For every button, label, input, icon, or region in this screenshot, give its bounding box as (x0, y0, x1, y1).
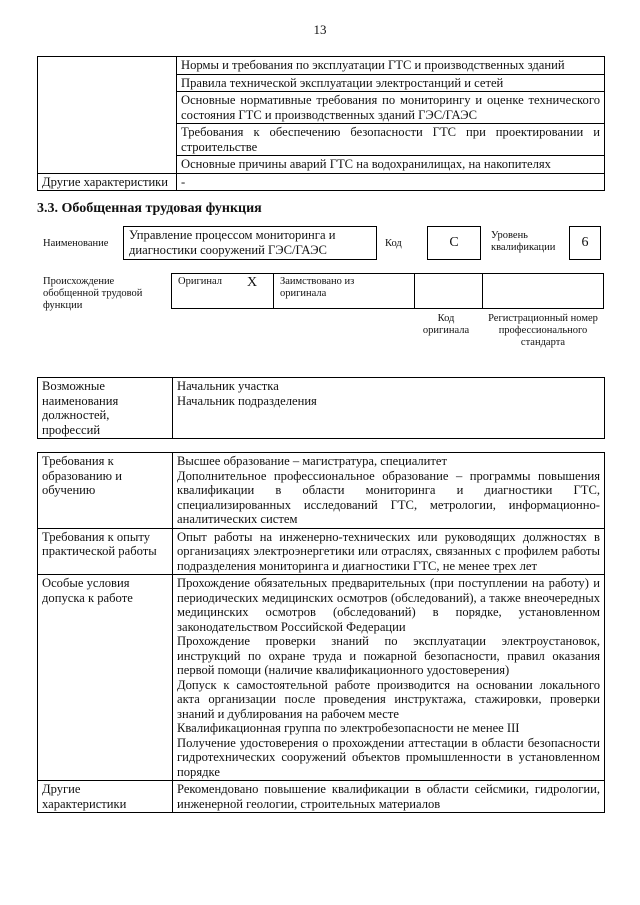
other-characteristics-value: Рекомендовано повышение квалификации в области сейсмики, гидрологии, инженерной геологии, строительных материалов (173, 781, 605, 813)
condition-item: Прохождение обязательных предварительных (при поступлении на работу) и периодических медицинских осмотров (обследований), а также внеочередных медицинских осмотров (обследований) в порядке, установленном законодательством Российской Федерации (177, 576, 600, 634)
position-item: Начальник подразделения (177, 393, 317, 408)
section-title: 3.3. Обобщенная трудовая функция (37, 201, 262, 216)
table-row (38, 575, 605, 781)
level-box: 6 (569, 226, 601, 260)
divider (482, 274, 483, 308)
empty-cell (38, 57, 177, 174)
table-row (38, 528, 605, 575)
knowledge-item: Основные нормативные требования по мониторингу и оценке технического состояния ГТС и производственных зданий ГЭС/ГАЭС (177, 92, 605, 124)
other-characteristics-label: Другие характеристики (38, 781, 173, 813)
knowledge-item: Требования к обеспечению безопасности ГТС при проектировании и строительстве (177, 124, 605, 156)
positions-label: Возможные наименования должностей, профессий (38, 378, 173, 439)
table-row (38, 378, 605, 439)
knowledge-table (37, 56, 605, 191)
other-characteristics-value: - (177, 173, 605, 191)
positions-table (37, 377, 605, 439)
original-mark: X (247, 275, 258, 290)
borrowed-label: Заимствовано из оригинала (280, 276, 355, 299)
table-row (38, 57, 605, 75)
code-original-label: Код оригинала (422, 313, 470, 336)
table-row (38, 453, 605, 529)
knowledge-item: Нормы и требования по эксплуатации ГТС и производственных зданий (177, 57, 605, 75)
origin-table (171, 273, 604, 309)
name-label: Наименование (43, 238, 109, 249)
condition-item: Прохождение проверки знаний по эксплуатации электроустановок, инструкций по охране труда и пожарной безопасности, правил оказания первой помощи (наличие квалификационного удостоверения) (177, 634, 600, 677)
experience-label: Требования к опыту практической работы (38, 528, 173, 575)
origin-label: Происхождение обобщенной трудовой функции (43, 276, 143, 311)
table-row (38, 173, 605, 191)
other-characteristics-label: Другие характеристики (38, 173, 177, 191)
requirements-table (37, 452, 605, 813)
divider (414, 274, 415, 308)
special-conditions-label: Особые условия допуска к работе (38, 575, 173, 781)
code-label: Код (385, 238, 402, 249)
table-row (38, 781, 605, 813)
education-label: Требования к образованию и обучению (38, 453, 173, 529)
code-box: C (427, 226, 481, 260)
knowledge-item: Правила технической эксплуатации электростанций и сетей (177, 74, 605, 92)
education-values (173, 453, 605, 529)
positions-values (173, 378, 605, 439)
condition-item: Получение удостоверения о прохождении аттестации в области безопасности гидротехнических сооружений объектов промышленности в установленном порядке (177, 735, 600, 779)
position-item: Начальник участка (177, 379, 279, 393)
original-label: Оригинал (178, 276, 222, 287)
function-name-box: Управление процессом мониторинга и диагностики сооружений ГЭС/ГАЭС (123, 226, 377, 260)
reg-number-label: Регистрационный номер профессионального стандарта (488, 313, 598, 348)
education-item: Дополнительное профессиональное образование – программы повышения квалификации в области мониторинга и диагностики ГТС, специализированных исследований ГТС, метрологии, информационно-аналитических систем (177, 468, 600, 526)
condition-item: Допуск к самостоятельной работе производится на основании локального акта организации после проведения инструктажа, стажировки, проверки знаний и дублирования на рабочем месте (177, 677, 600, 721)
divider (273, 274, 274, 308)
experience-value: Опыт работы на инженерно-технических или руководящих должностях в организациях электроэнергетики или отраслях, связанных с профилем работы подразделения мониторинга и диагностики ГТС, не менее трех лет (173, 528, 605, 575)
education-item: Высшее образование – магистратура, специалитет (177, 454, 448, 468)
special-conditions-values (173, 575, 605, 781)
page-number: 13 (313, 22, 327, 37)
level-label: Уровень квалификации (491, 230, 556, 253)
knowledge-item: Основные причины аварий ГТС на водохранилищах, на накопителях (177, 156, 605, 174)
condition-item: Квалификационная группа по электробезопасности не менее III (177, 721, 520, 735)
